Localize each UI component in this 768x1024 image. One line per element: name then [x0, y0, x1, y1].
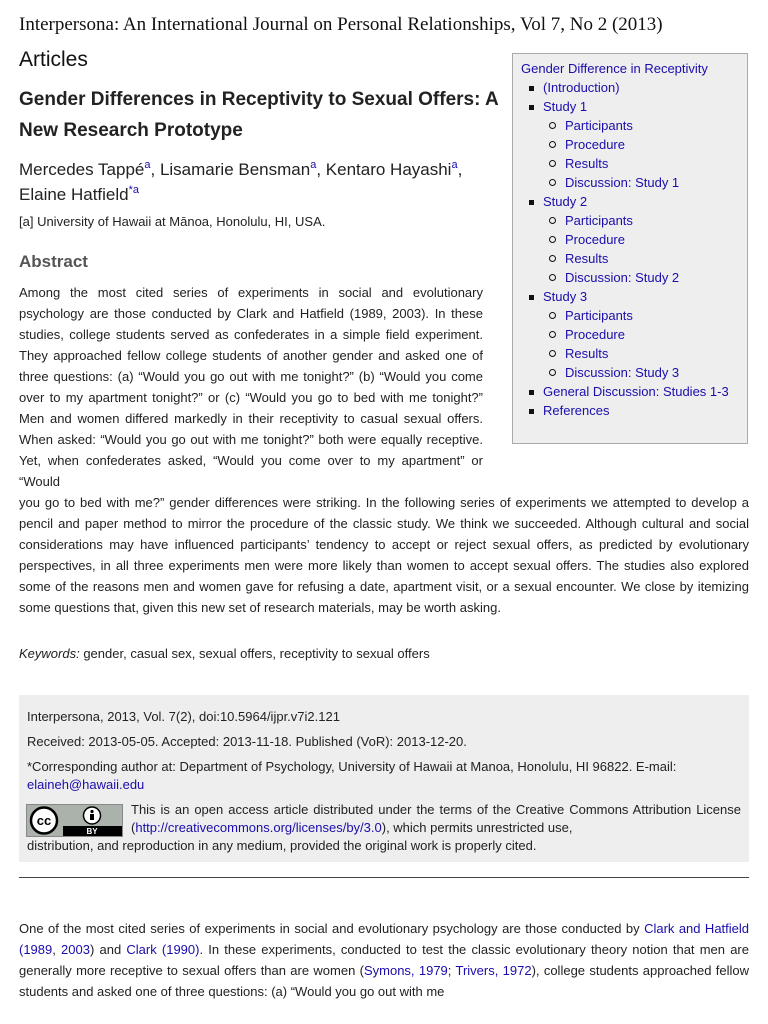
- toc-link[interactable]: Study 1: [543, 99, 588, 114]
- citation-link[interactable]: Clark and Hatfield (1989: [19, 921, 750, 957]
- toc-link[interactable]: Discussion: Study 2: [565, 270, 680, 285]
- citation-link[interactable]: Symons, 1979: [363, 963, 448, 978]
- toc-link[interactable]: General Discussion: Studies 1-3: [543, 384, 729, 399]
- toc-link[interactable]: Participants: [565, 118, 633, 133]
- toc-item[interactable]: [521, 135, 739, 154]
- keywords-list: gender, casual sex, sexual offers, receptivity to sexual offers: [83, 646, 430, 661]
- section-divider: [19, 877, 749, 878]
- toc-link[interactable]: Study 3: [543, 289, 588, 304]
- affiliation: [a] University of Hawaii at Mānoa, Honolulu, HI, USA.: [19, 214, 326, 229]
- article-info-box: [19, 695, 749, 862]
- toc-link[interactable]: Study 2: [543, 194, 588, 209]
- toc-item[interactable]: [521, 249, 739, 268]
- journal-title[interactable]: Interpersona: An International Journal on Personal Relationships, Vol 7, No 2 (2013): [19, 14, 663, 35]
- toc-item[interactable]: [521, 192, 739, 211]
- toc-item[interactable]: [521, 211, 739, 230]
- toc-item[interactable]: [521, 116, 739, 135]
- toc-link[interactable]: Discussion: Study 3: [565, 365, 680, 380]
- cc-by-icon: [27, 805, 122, 836]
- author-separator: ,: [150, 160, 160, 179]
- toc-item[interactable]: [521, 268, 739, 287]
- author-separator: ,: [316, 160, 326, 179]
- section-label: Articles: [19, 48, 88, 71]
- license-text-continued: distribution, and reproduction in any medium, provided the original work is properly cited.: [27, 838, 537, 853]
- affiliation-marker[interactable]: a: [451, 159, 458, 171]
- body-paragraph: [19, 918, 749, 1002]
- toc-item[interactable]: [521, 287, 739, 306]
- toc-link[interactable]: Results: [565, 346, 609, 361]
- citation-link[interactable]: Trivers, 1972: [455, 963, 532, 978]
- body-text: One of the most cited series of experiments in social and evolutionary psychology are those conducted by: [19, 921, 645, 936]
- toc-item[interactable]: [521, 230, 739, 249]
- author-name: Kentaro Hayashi: [325, 160, 452, 179]
- affiliation-marker[interactable]: a: [310, 159, 317, 171]
- toc-item[interactable]: [521, 382, 739, 401]
- author-name: Elaine Hatfield: [19, 185, 129, 204]
- corresponding-author-text: *Corresponding author at: Department of Psychology, University of Hawaii at Manoa, Honolulu, HI 96822. E-mail:: [27, 759, 677, 774]
- toc-item[interactable]: [521, 363, 739, 382]
- abstract-heading: Abstract: [19, 252, 88, 271]
- toc-item[interactable]: [521, 344, 739, 363]
- toc-item[interactable]: [521, 97, 739, 116]
- toc-link[interactable]: (Introduction): [543, 80, 620, 95]
- author-list: [19, 157, 489, 207]
- abstract-text-continued: you go to bed with me?” gender differences were striking. In the following series of experiments we attempted to develop a pencil and paper method to mirror the procedure of the classic study. We think we succeeded. Although cultural and social considerations may have influenced participants’ tendency to accept or reject sexual offers, as predicted by evolutionary perspectives, in all three experiments men were more likely than women to accept sexual offers. The studies also explored some of the reasons men and women gave for refusing a date, apartment visit, or a sexual encounter. We close by itemizing some questions that, given this new set of research materials, may be worth asking.: [19, 495, 749, 615]
- toc-item[interactable]: [521, 401, 739, 420]
- body-text: ,: [52, 942, 62, 957]
- toc-link[interactable]: Results: [565, 251, 609, 266]
- toc-item[interactable]: [521, 325, 739, 344]
- license-link[interactable]: http://creativecommons.org/licenses/by/3.0: [135, 820, 382, 835]
- toc-link[interactable]: Procedure: [565, 232, 625, 247]
- toc-item[interactable]: [521, 173, 739, 192]
- affiliation-marker[interactable]: *a: [128, 184, 140, 196]
- citation: Interpersona, 2013, Vol. 7(2), doi:10.5964/ijpr.v7i2.121: [27, 709, 340, 724]
- toc-link[interactable]: Participants: [565, 308, 633, 323]
- toc-link[interactable]: Participants: [565, 213, 633, 228]
- table-of-contents: [512, 53, 748, 444]
- license-text: [131, 801, 741, 837]
- author-name: Lisamarie Bensman: [159, 160, 311, 179]
- cc-glyph: cc: [36, 813, 52, 828]
- author-name: Mercedes Tappé: [19, 160, 145, 179]
- body-text: ;: [447, 963, 456, 978]
- abstract-text: Among the most cited series of experiments in social and evolutionary psychology are those conducted by Clark and Hatfield (1989, 2003). In these studies, college students served as confederates in a simple field experiment. They approached fellow college students of another gender and asked one of three questions: (a) “Would you go out with me tonight?” (b) “Would you come over to my apartment tonight?” or (c) “Would you go to bed with me tonight?” Men and women differed markedly in their receptivity to casual sexual offers. When asked: “Would you go out with me tonight?” both were equally receptive. Yet, when confederates asked, “Would you come over to my apartment” or “Would: [19, 285, 483, 489]
- corresponding-author: [27, 758, 741, 794]
- article-title: Gender Differences in Receptivity to Sexual Offers: A New Research Prototype: [19, 89, 499, 141]
- toc-link[interactable]: Results: [565, 156, 609, 171]
- creative-commons-badge[interactable]: [26, 804, 123, 837]
- author-separator: ,: [457, 160, 463, 179]
- toc-link[interactable]: Procedure: [565, 137, 625, 152]
- toc-item[interactable]: [521, 78, 739, 97]
- license-text-b: ), which permits unrestricted use,: [381, 820, 573, 835]
- body-text: . In these experiments, conducted to test the classic evolutionary theory notion that men are generally more receptive to sexual offers than are women (: [19, 942, 749, 978]
- body-text: ), college students approached fellow students and asked one of three questions: (a) “Would you go out with me: [19, 963, 750, 999]
- toc-list: [521, 78, 739, 420]
- publication-dates: Received: 2013-05-05. Accepted: 2013-11-18. Published (VoR): 2013-12-20.: [27, 734, 467, 749]
- toc-link[interactable]: Discussion: Study 1: [565, 175, 680, 190]
- body-text: ) and: [89, 942, 127, 957]
- by-glyph: BY: [86, 827, 98, 836]
- toc-item[interactable]: [521, 306, 739, 325]
- toc-item[interactable]: [521, 154, 739, 173]
- citation-link[interactable]: Clark (1990): [126, 942, 200, 957]
- toc-link[interactable]: Procedure: [565, 327, 625, 342]
- toc-title[interactable]: Gender Difference in Receptivity: [521, 61, 708, 76]
- license-text-a: This is an open access article distributed under the terms of the Creative Commons Attribution License (: [131, 802, 741, 835]
- keywords-label: Keywords:: [19, 646, 80, 661]
- toc-link[interactable]: References: [543, 403, 610, 418]
- affiliation-marker[interactable]: a: [144, 159, 151, 171]
- citation-link[interactable]: 2003: [61, 942, 90, 957]
- keywords: [19, 646, 430, 661]
- email-link[interactable]: elaineh@hawaii.edu: [27, 777, 145, 792]
